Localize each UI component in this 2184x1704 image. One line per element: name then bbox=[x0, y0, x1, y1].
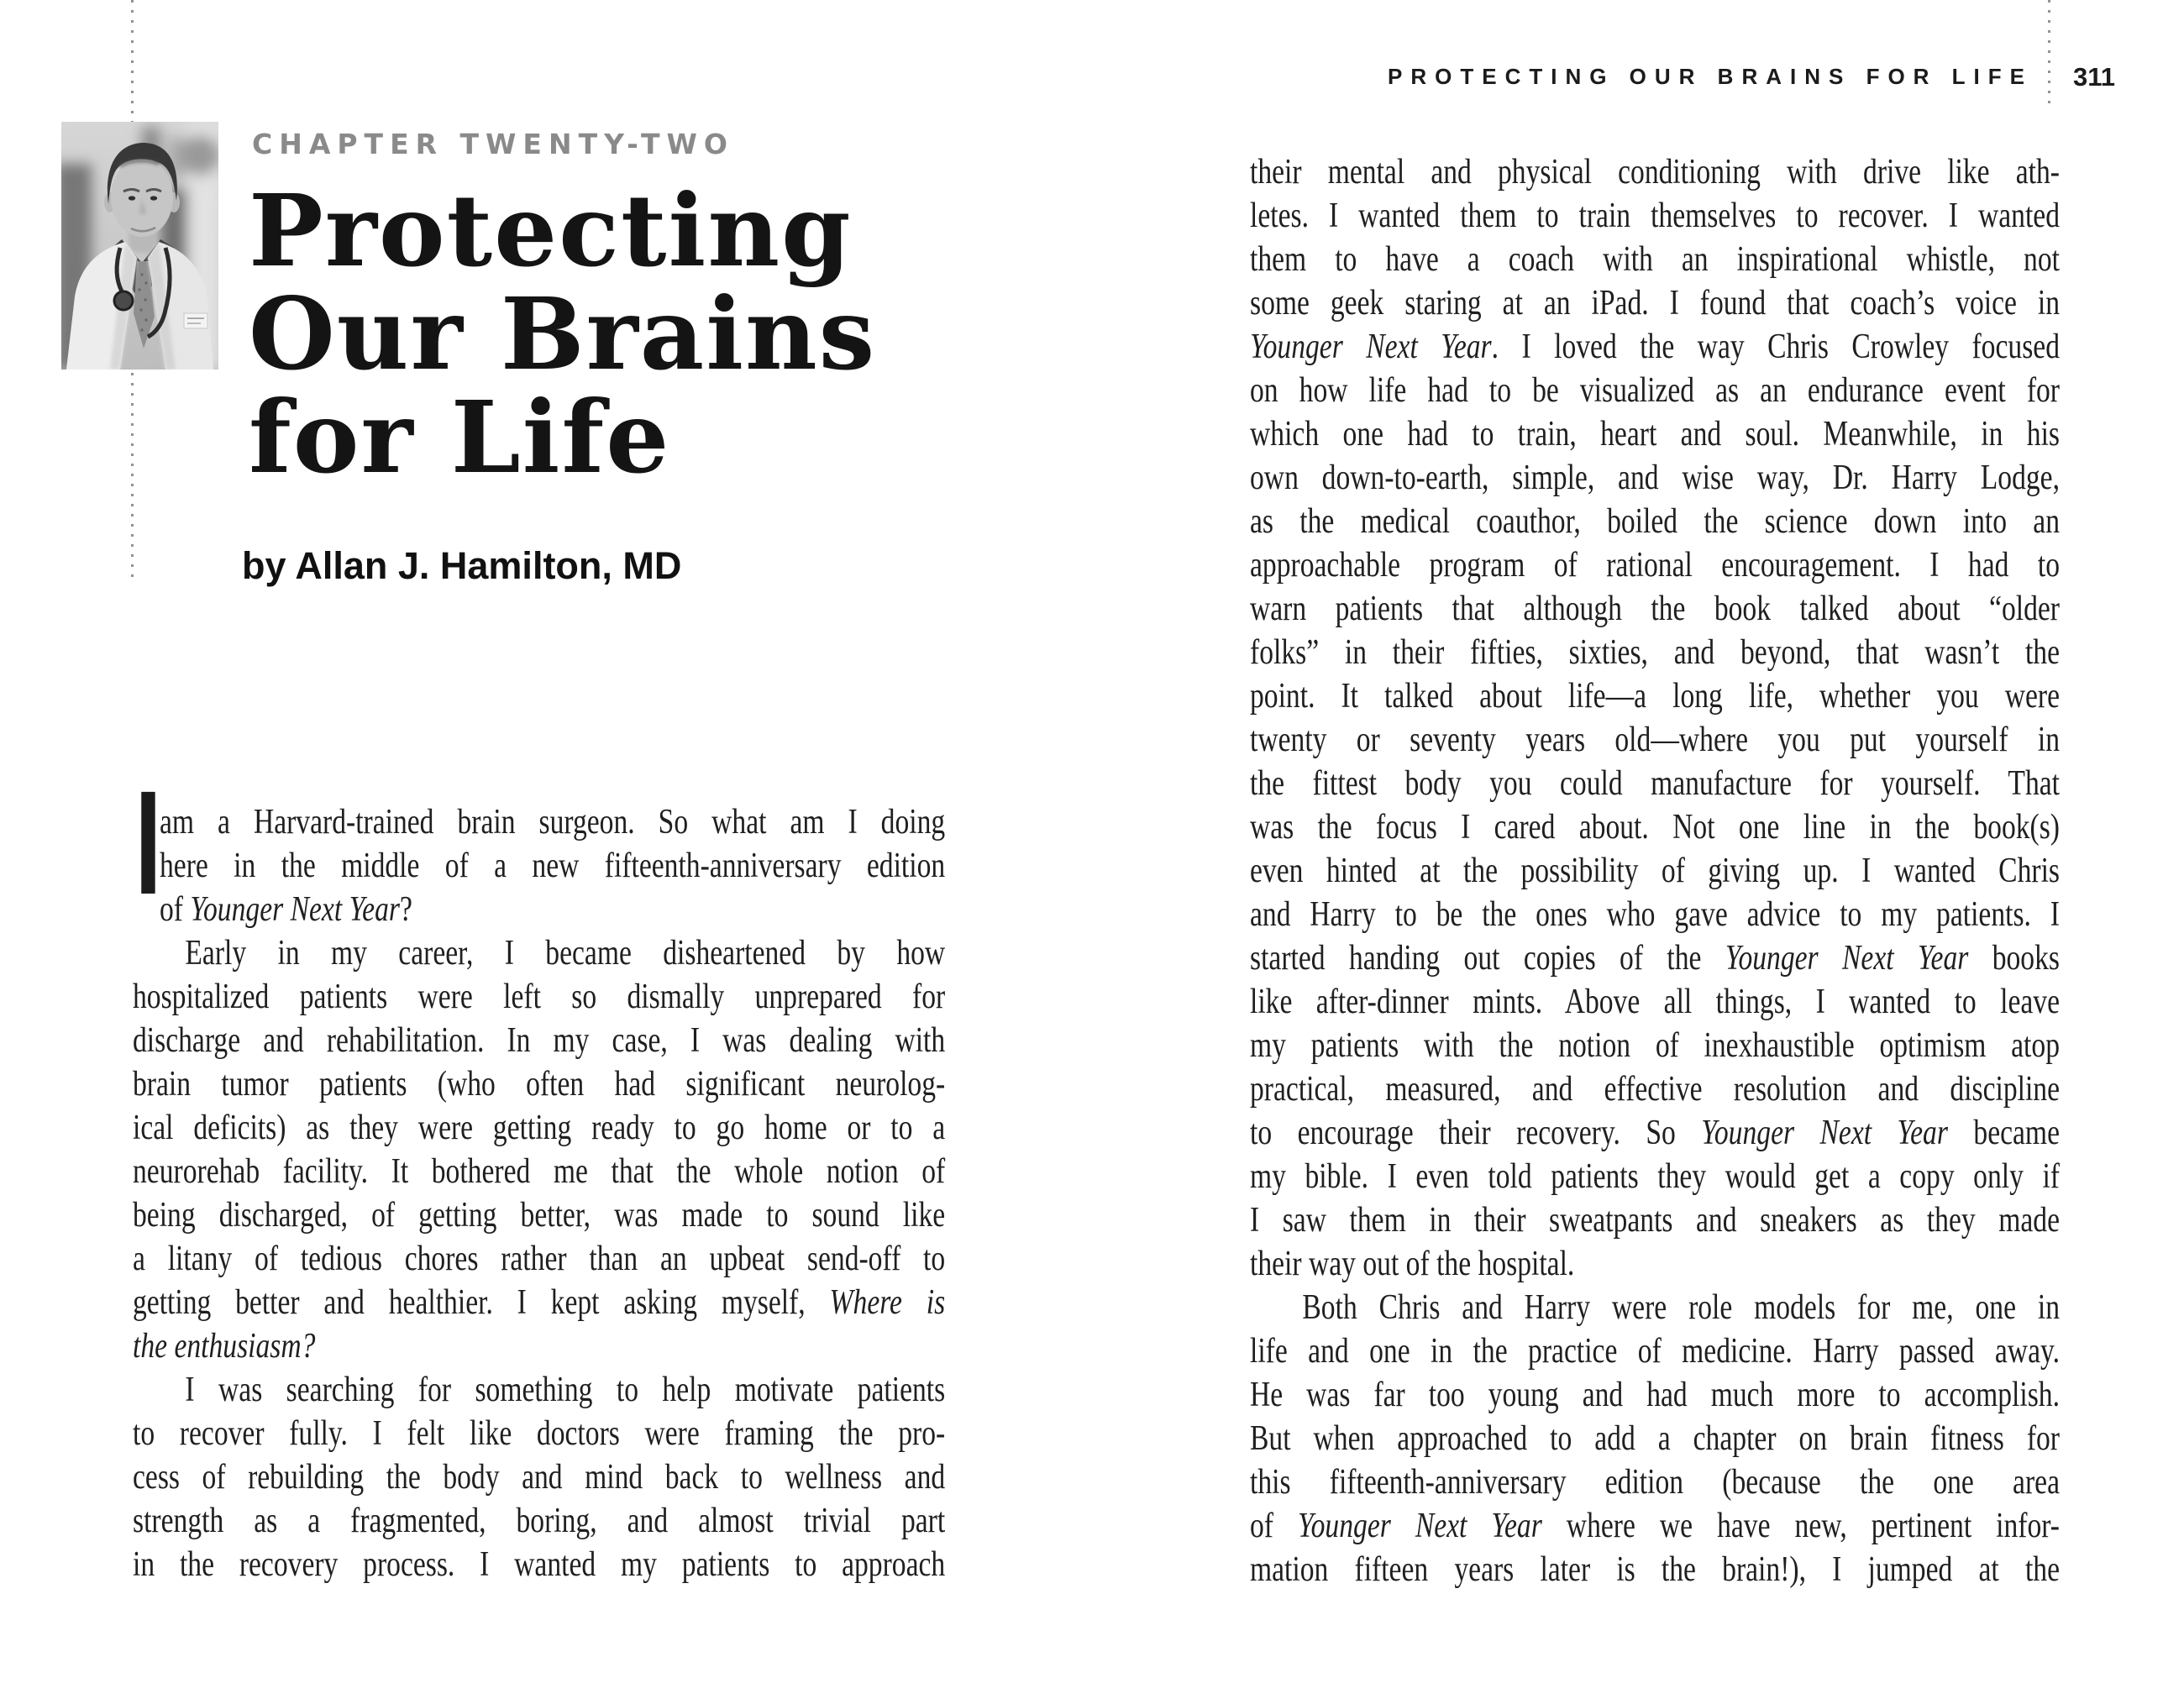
text-line: as the medical coauthor, boiled the science down into an bbox=[1250, 502, 2060, 541]
text-line: of Younger Next Year where we have new, pertinent infor- bbox=[1250, 1507, 2060, 1545]
text-line: point. It talked about life—a long life, whether you were bbox=[1250, 677, 2060, 716]
text-line: getting better and healthier. I kept asking myself, Where is bbox=[133, 1283, 946, 1322]
text-line: started handing out copies of the Younger Next Year books bbox=[1250, 939, 2060, 978]
text-line: here in the middle of a new fifteenth-anniversary edition bbox=[160, 847, 946, 885]
text-line: the fittest body you could manufacture for yourself. That bbox=[1250, 764, 2060, 803]
text-line: I was searching for something to help motivate patients bbox=[185, 1371, 946, 1409]
text-line: was the focus I cared about. Not one line in the book(s) bbox=[1250, 808, 2060, 847]
text-line: some geek staring at an iPad. I found that coach’s voice in bbox=[1250, 284, 2060, 322]
text-line: approachable program of rational encouragement. I had to bbox=[1250, 546, 2060, 585]
text-line: strength as a fragmented, boring, and almost trivial part bbox=[133, 1502, 946, 1540]
text-line: the enthusiasm? bbox=[133, 1327, 316, 1366]
text-line: hospitalized patients were left so dismally unprepared for bbox=[133, 978, 946, 1016]
text-line: in the recovery process. I wanted my patients to approach bbox=[133, 1545, 946, 1584]
text-line: which one had to train, heart and soul. Meanwhile, in his bbox=[1250, 415, 2060, 454]
text-line: of Younger Next Year? bbox=[160, 890, 412, 929]
drop-cap-letter: I bbox=[128, 761, 169, 925]
text-line: Early in my career, I became disheartened by how bbox=[185, 934, 946, 973]
text-line: neurorehab facility. It bothered me that the whole notion of bbox=[133, 1152, 946, 1191]
text-line: letes. I wanted them to train themselves to recover. I wanted bbox=[1250, 197, 2060, 235]
text-line: their mental and physical conditioning with drive like ath- bbox=[1250, 153, 2060, 191]
text-line: my bible. I even told patients they would get a copy only if bbox=[1250, 1157, 2060, 1196]
text-line: cess of rebuilding the body and mind back to wellness and bbox=[133, 1458, 946, 1497]
header-dotted-rule bbox=[2048, 0, 2050, 106]
author-photo bbox=[61, 122, 218, 370]
text-line: life and one in the practice of medicine. Harry passed away. bbox=[1250, 1332, 2060, 1371]
text-line: warn patients that although the book talked about “older bbox=[1250, 590, 2060, 628]
text-line: practical, measured, and effective resolution and discipline bbox=[1250, 1070, 2060, 1109]
text-line: Both Chris and Harry were role models for me, one in bbox=[1302, 1288, 2060, 1327]
chapter-title-line-1: Protecting bbox=[249, 172, 853, 289]
text-line: ical deficits) as they were getting ready to go home or to a bbox=[133, 1109, 946, 1147]
text-line: Younger Next Year. I loved the way Chris Crowley focused bbox=[1250, 328, 2060, 366]
author-byline: by Allan J. Hamilton, MD bbox=[242, 544, 682, 587]
chapter-kicker: CHAPTER TWENTY-TWO bbox=[252, 128, 734, 160]
right-text-column bbox=[1250, 150, 2060, 1591]
text-line: I saw them in their sweatpants and sneakers as they made bbox=[1250, 1201, 2060, 1240]
text-line: even hinted at the possibility of giving up. I wanted Chris bbox=[1250, 852, 2060, 890]
text-line: a litany of tedious chores rather than an upbeat send-off to bbox=[133, 1240, 946, 1278]
running-header-title: PROTECTING OUR BRAINS FOR LIFE bbox=[1388, 64, 2033, 89]
text-line: their way out of the hospital. bbox=[1250, 1245, 1575, 1283]
text-line: to recover fully. I felt like doctors were framing the pro- bbox=[133, 1414, 946, 1453]
text-line: own down-to-earth, simple, and wise way, Dr. Harry Lodge, bbox=[1250, 459, 2060, 497]
text-line: them to have a coach with an inspirational whistle, not bbox=[1250, 240, 2060, 279]
text-line: twenty or seventy years old—where you put yourself in bbox=[1250, 721, 2060, 759]
text-line: brain tumor patients (who often had significant neurolog- bbox=[133, 1065, 946, 1104]
text-line: on how life had to be visualized as an endurance event for bbox=[1250, 371, 2060, 410]
text-line: am a Harvard-trained brain surgeon. So what am I doing bbox=[160, 803, 946, 842]
text-line: being discharged, of getting better, was made to sound like bbox=[133, 1196, 946, 1235]
text-line: my patients with the notion of inexhaustible optimism atop bbox=[1250, 1026, 2060, 1065]
left-text-column bbox=[133, 800, 945, 1586]
text-line: But when approached to add a chapter on brain fitness for bbox=[1250, 1419, 2060, 1458]
text-line: discharge and rehabilitation. In my case, I was dealing with bbox=[133, 1021, 946, 1060]
text-line: like after-dinner mints. Above all things, I wanted to leave bbox=[1250, 983, 2060, 1021]
chapter-title bbox=[249, 172, 877, 495]
chapter-title-line-3: for Life bbox=[249, 379, 671, 495]
text-line: to encourage their recovery. So Younger Next Year became bbox=[1250, 1114, 2060, 1152]
text-line: mation fifteen years later is the brain!), I jumped at the bbox=[1250, 1550, 2060, 1589]
text-line: He was far too young and had much more to accomplish. bbox=[1250, 1376, 2060, 1414]
page-number: 311 bbox=[2073, 62, 2116, 92]
chapter-title-line-2: Our Brains bbox=[249, 275, 877, 392]
text-line: and Harry to be the ones who gave advice to my patients. I bbox=[1250, 895, 2060, 934]
text-line: this fifteenth-anniversary edition (because the one area bbox=[1250, 1463, 2060, 1502]
text-line: folks” in their fifties, sixties, and beyond, that wasn’t the bbox=[1250, 633, 2060, 672]
